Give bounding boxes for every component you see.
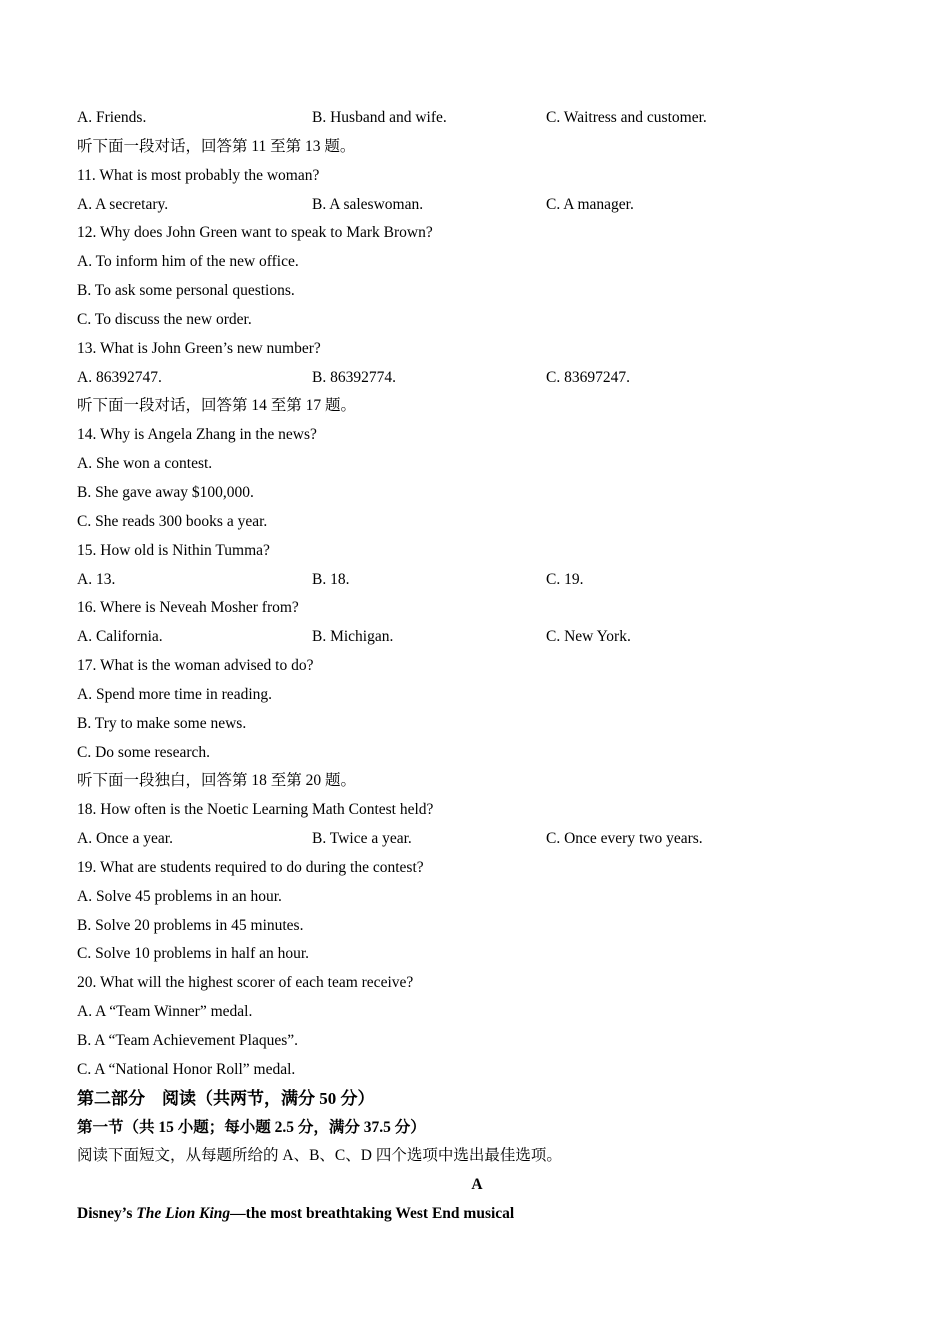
option-a: A. Friends. [77,109,147,126]
q14-option-c: C. She reads 300 books a year. [77,512,268,530]
question-11: 11. What is most probably the woman? [77,166,320,184]
question-20: 20. What will the highest scorer of each team receive? [77,974,414,992]
q17-option-a: A. Spend more time in reading. [77,685,272,703]
question-15: 15. How old is Nithin Tumma? [77,541,270,559]
q17-option-c: C. Do some research. [77,743,210,761]
q18-options [77,825,877,854]
option-c: C. 19. [546,570,584,588]
question-19: 19. What are students required to do during the contest? [77,858,424,876]
q14-option-b: B. She gave away $100,000. [77,483,254,501]
q17-option-b: B. Try to make some news. [77,714,247,732]
q11-options [77,191,877,220]
instruction-18-20: 听下面一段独白，回答第 18 至第 20 题。 [77,772,357,790]
question-14: 14. Why is Angela Zhang in the news? [77,426,317,444]
option-a: A. 86392747. [77,368,162,386]
option-c: C. Waitress and customer. [546,109,707,126]
q20-option-c: C. A “National Honor Roll” medal. [77,1060,296,1078]
option-c: C. 83697247. [546,368,630,386]
question-12: 12. Why does John Green want to speak to Mark Brown? [77,224,433,242]
option-b: B. A saleswoman. [312,195,424,213]
q12-option-c: C. To discuss the new order. [77,310,252,328]
reading-instruction: 阅读下面短文，从每题所给的 A、B、C、D 四个选项中选出最佳选项。 [77,1147,562,1165]
q19-option-c: C. Solve 10 problems in half an hour. [77,945,310,963]
section1-heading: 第一节（共 15 小题；每小题 2.5 分，满分 37.5 分） [77,1118,426,1136]
question-13: 13. What is John Green’s new number? [77,339,321,357]
option-b: B. Twice a year. [312,830,412,848]
passage-title-italic: The Lion King [136,1205,231,1223]
passage-title [77,1200,877,1229]
option-a: A. 13. [77,570,116,588]
option-b: B. Husband and wife. [312,109,447,126]
passage-label: A [471,1176,483,1194]
instruction-14-17: 听下面一段对话，回答第 14 至第 17 题。 [77,397,357,415]
q12-option-b: B. To ask some personal questions. [77,282,295,300]
q10-options [77,104,877,133]
option-a: A. A secretary. [77,195,169,213]
q20-option-b: B. A “Team Achievement Plaques”. [77,1032,299,1049]
part2-heading: 第二部分 阅读（共两节，满分 50 分） [77,1088,375,1108]
option-c: C. A manager. [546,195,634,213]
q13-options [77,364,877,393]
q16-options [77,623,877,652]
passage-title-prefix: Disney’s [77,1205,137,1223]
q19-option-a: A. Solve 45 problems in an hour. [77,887,282,905]
q14-option-a: A. She won a contest. [77,455,213,473]
passage-title-suffix: —the most breathtaking West End musical [230,1205,515,1223]
question-16: 16. Where is Neveah Mosher from? [77,599,299,617]
q15-options [77,566,877,595]
question-18: 18. How often is the Noetic Learning Math Contest held? [77,801,434,819]
q19-option-b: B. Solve 20 problems in 45 minutes. [77,916,304,934]
option-a: A. California. [77,628,163,646]
option-b: B. Michigan. [312,628,394,646]
instruction-11-13: 听下面一段对话，回答第 11 至第 13 题。 [77,137,356,155]
option-c: C. New York. [546,628,631,646]
option-c: C. Once every two years. [546,830,703,848]
question-17: 17. What is the woman advised to do? [77,657,314,675]
option-a: A. Once a year. [77,830,173,848]
option-b: B. 86392774. [312,368,396,386]
q12-option-a: A. To inform him of the new office. [77,253,299,271]
q20-option-a: A. A “Team Winner” medal. [77,1003,253,1021]
exam-page [77,104,877,1229]
option-b: B. 18. [312,570,350,588]
